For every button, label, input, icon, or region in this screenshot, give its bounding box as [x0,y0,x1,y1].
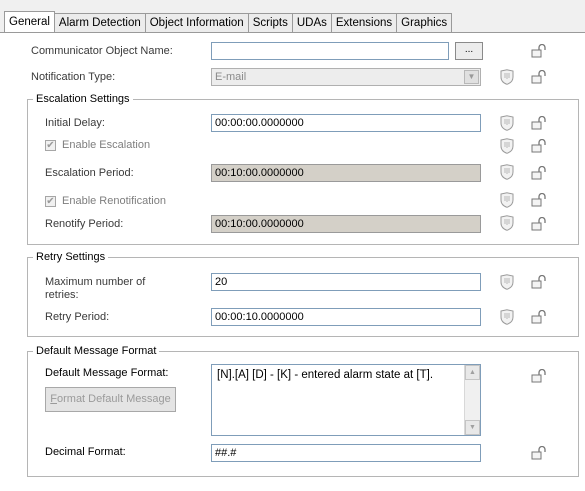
tab-udas[interactable]: UDAs [293,13,332,32]
shield-icon[interactable] [500,309,514,325]
shield-icon[interactable] [500,192,514,208]
format-default-message-button-mnemonic: F [50,393,57,405]
notification-type-label: Notification Type: [31,71,116,83]
enable-escalation-label: Enable Escalation [62,139,151,151]
max-retries-field[interactable]: 20 [211,273,481,291]
decimal-format-field[interactable]: ##.# [211,444,481,462]
lock-icon[interactable] [531,310,547,324]
lock-icon[interactable] [531,139,547,153]
tab-alarm-detection[interactable]: Alarm Detection [55,13,146,32]
shield-icon[interactable] [500,274,514,290]
communicator-object-name-label: Communicator Object Name: [31,45,173,57]
tab-scripts[interactable]: Scripts [249,13,293,32]
escalation-period-field[interactable]: 00:10:00.0000000 [211,164,481,182]
retry-settings-title: Retry Settings [33,251,108,263]
lock-icon[interactable] [531,116,547,130]
lock-icon[interactable] [531,369,547,383]
lock-icon[interactable] [531,44,547,58]
retry-period-field[interactable]: 00:00:10.0000000 [211,308,481,326]
escalation-settings-title: Escalation Settings [33,93,133,105]
lock-icon[interactable] [531,275,547,289]
enable-renotification-label: Enable Renotification [62,195,166,207]
communicator-object-name-field[interactable] [211,42,449,60]
lock-icon[interactable] [531,166,547,180]
tab-bar [0,0,585,33]
renotify-period-label: Renotify Period: [45,218,124,230]
lock-icon[interactable] [531,217,547,231]
tab-object-information[interactable]: Object Information [146,13,249,32]
tab-extensions[interactable]: Extensions [332,13,397,32]
tab-divider [0,32,585,33]
retry-period-label: Retry Period: [45,311,110,323]
default-message-format-label: Default Message Format: [45,367,169,379]
default-message-format-value: [N].[A] [D] - [K] - entered alarm state at [T]. [217,369,434,381]
tab-strip [4,13,452,32]
escalation-period-label: Escalation Period: [45,167,134,179]
scroll-up-icon[interactable]: ▲ [465,365,480,380]
shield-icon[interactable] [500,69,514,85]
enable-renotification-checkbox[interactable]: ✔ [46,196,55,207]
format-default-message-button[interactable] [45,387,176,412]
shield-icon[interactable] [500,164,514,180]
renotify-period-field[interactable]: 00:10:00.0000000 [211,215,481,233]
decimal-format-label: Decimal Format: [45,446,126,458]
format-default-message-button-label: ormat Default Message [57,393,171,405]
max-retries-label: Maximum number of [45,276,146,288]
browse-button[interactable]: ... [455,42,483,60]
shield-icon[interactable] [500,115,514,131]
vertical-scrollbar[interactable] [464,365,480,435]
initial-delay-label: Initial Delay: [45,117,105,129]
notification-type-value: E-mail [215,71,247,83]
max-retries-label-line2: retries: [45,289,79,301]
lock-icon[interactable] [531,446,547,460]
initial-delay-field[interactable]: 00:00:00.0000000 [211,114,481,132]
scroll-down-icon[interactable]: ▼ [465,420,480,435]
shield-icon[interactable] [500,215,514,231]
notification-type-select[interactable] [211,68,481,86]
default-message-format-textarea[interactable] [211,364,481,436]
tab-graphics[interactable]: Graphics [397,13,452,32]
tab-general[interactable]: General [4,11,55,32]
lock-icon[interactable] [531,70,547,84]
enable-escalation-checkbox[interactable]: ✔ [46,140,55,151]
chevron-down-icon[interactable]: ▼ [464,70,479,84]
lock-icon[interactable] [531,193,547,207]
default-message-format-title: Default Message Format [33,345,159,357]
shield-icon[interactable] [500,138,514,154]
